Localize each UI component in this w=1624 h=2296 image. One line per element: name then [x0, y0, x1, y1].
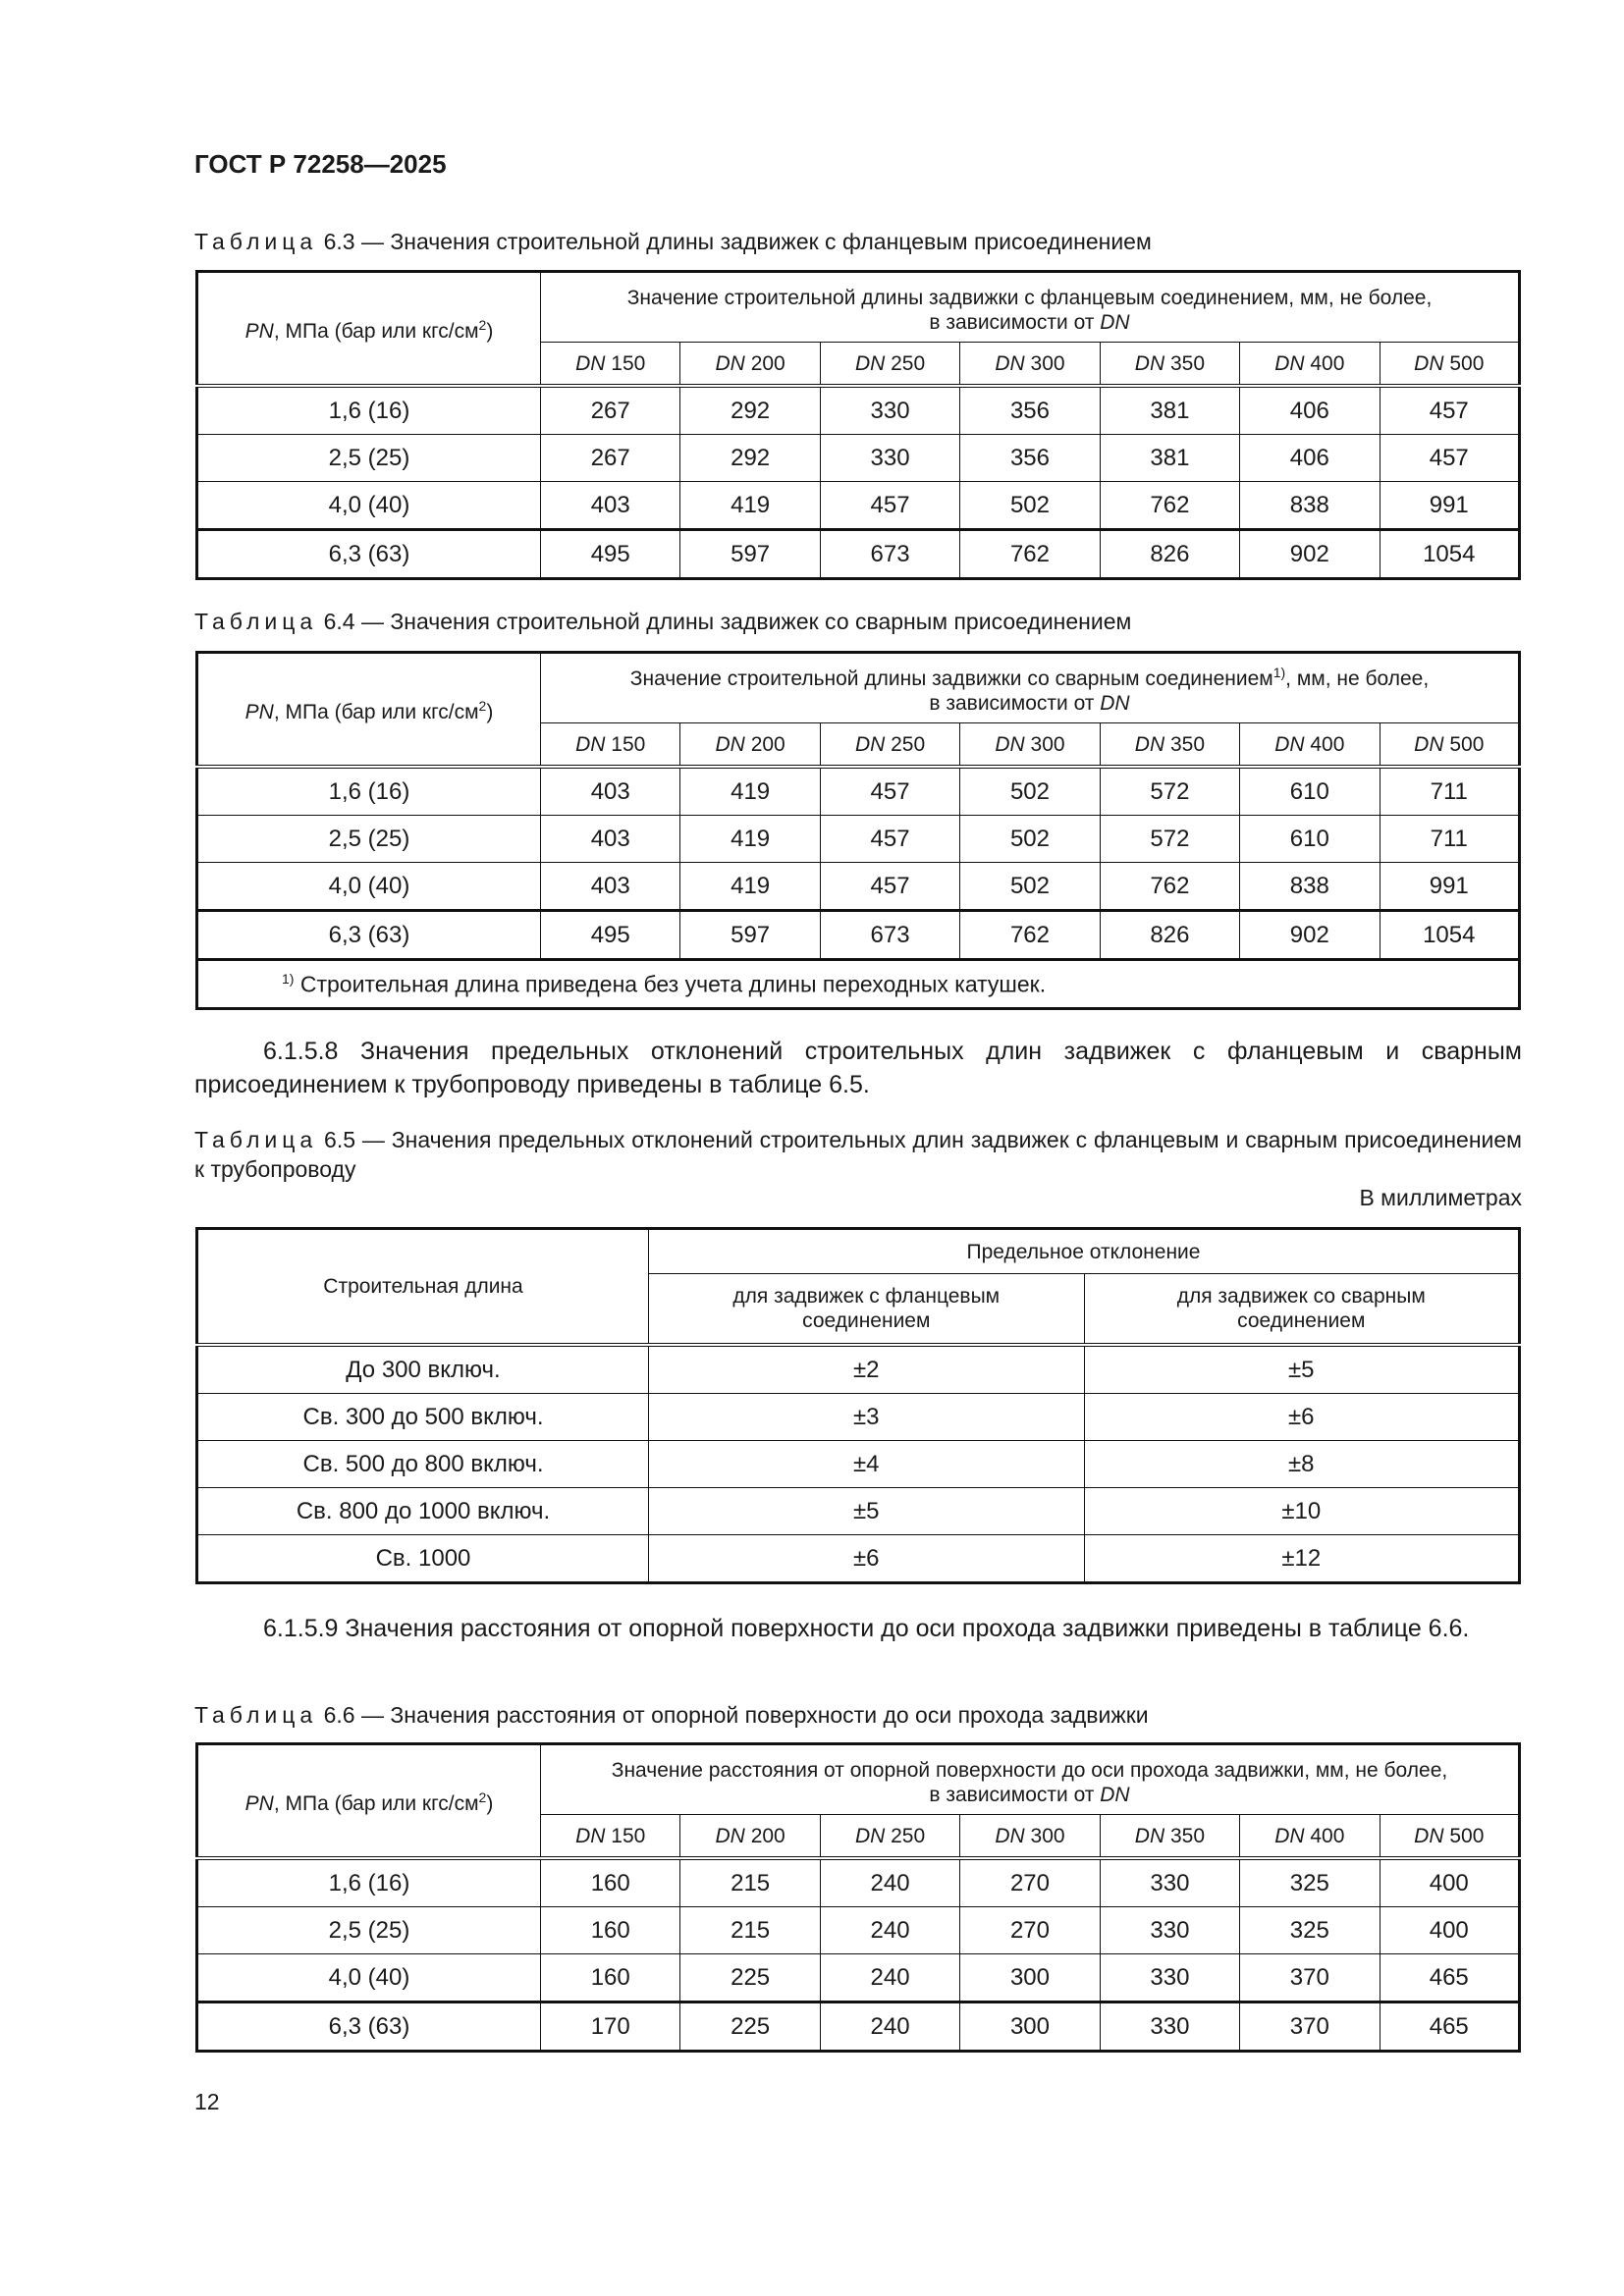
table-cell: 457: [1380, 386, 1519, 435]
page-number: 12: [194, 2089, 220, 2114]
table-cell: 270: [960, 1907, 1100, 1954]
caption-title: Значения расстояния от опорной поверхности до оси прохода задвижки: [390, 1702, 1149, 1728]
table-cell: 457: [820, 767, 959, 816]
table-cell: 457: [820, 863, 959, 911]
table-6-3: [195, 270, 1521, 580]
units-note: В миллиметрах: [1359, 1185, 1522, 1210]
caption-number: 6.4 —: [317, 609, 391, 634]
table-cell: 292: [680, 435, 820, 482]
col-header-pn: PN, МПа (бар или кгс/$см^2$): [197, 1744, 541, 1859]
paragraph-6-1-5-9: 6.1.5.9 Значения расстояния от опорной поверхности до оси прохода задвижки приведены в таблице 6.6.: [263, 1615, 1470, 1642]
row-header-pn: 4,0 (40): [197, 1954, 541, 2002]
table-cell: 465: [1380, 2002, 1519, 2052]
table-cell: 267: [541, 386, 680, 435]
table-cell: 240: [820, 1907, 959, 1954]
table-cell: 991: [1380, 482, 1519, 530]
table-row: [197, 1394, 1520, 1441]
table-row: [197, 1441, 1520, 1488]
col-header-dn: DN 250: [820, 343, 959, 387]
col-header-pn: PN, МПа (бар или кгс/$см^2$): [197, 272, 541, 387]
table-cell: 381: [1100, 386, 1239, 435]
caption-number: 6.6 —: [317, 1702, 391, 1728]
col-header-dn: DN 500: [1380, 343, 1519, 387]
table-cell: ±8: [1084, 1441, 1520, 1488]
table-cell: 610: [1240, 816, 1380, 863]
col-header-dn: DN 200: [680, 723, 820, 768]
table-cell: 991: [1380, 863, 1519, 911]
table-cell: 419: [680, 816, 820, 863]
table-row: [197, 1954, 1520, 2002]
col-header-weld: для задвижек со сварным соединением: [1084, 1274, 1520, 1346]
table-cell: 762: [960, 530, 1100, 579]
row-header-pn: 6,3 (63): [197, 530, 541, 579]
col-header-dn: DN 300: [960, 343, 1100, 387]
table-cell: ±10: [1084, 1488, 1520, 1535]
table-cell: 330: [1100, 1858, 1239, 1907]
table-row: [197, 1535, 1520, 1583]
table-cell: ±5: [649, 1488, 1085, 1535]
table-cell: 502: [960, 816, 1100, 863]
table-cell: 838: [1240, 863, 1380, 911]
row-header-pn: 2,5 (25): [197, 1907, 541, 1954]
caption-label: Таблица: [194, 229, 318, 254]
table-row: [197, 863, 1520, 911]
table-cell: 356: [960, 386, 1100, 435]
table-cell: 160: [541, 1858, 680, 1907]
col-header-dn: DN 400: [1240, 343, 1380, 387]
table-cell: 215: [680, 1907, 820, 1954]
table-row: [197, 2002, 1520, 2052]
table-cell: 1054: [1380, 530, 1519, 579]
table-cell: 170: [541, 2002, 680, 2052]
table-cell: 1054: [1380, 911, 1519, 960]
caption-number: 6.5 —: [317, 1127, 392, 1152]
table-cell: 673: [820, 911, 959, 960]
table-cell: 502: [960, 863, 1100, 911]
table-cell: 826: [1100, 530, 1239, 579]
table-cell: 292: [680, 386, 820, 435]
table-cell: Св. 1000: [197, 1535, 649, 1583]
table-6-4: [195, 651, 1521, 1010]
document-id: ГОСТ Р 72258—2025: [194, 149, 447, 179]
col-header-group: Значение расстояния от опорной поверхности до оси прохода задвижки, мм, не более, в зависимости от DN: [541, 1744, 1520, 1815]
table-6-5-caption: [194, 1125, 1522, 1184]
table-footnote: $^{1)}$ Строительная длина приведена без учета длины переходных катушек.: [197, 960, 1520, 1009]
table-row: [197, 386, 1520, 435]
col-header-flange: для задвижек с фланцевым соединением: [649, 1274, 1085, 1346]
table-cell: 300: [960, 1954, 1100, 2002]
table-cell: 502: [960, 482, 1100, 530]
col-header-pn: PN, МПа (бар или кгс/$см^2$): [197, 653, 541, 768]
caption-title: Значения предельных отклонений строительных длин задвижек с фланцевым и сварным присоединением к трубопроводу: [194, 1127, 1522, 1182]
table-cell: 502: [960, 767, 1100, 816]
row-header-pn: 1,6 (16): [197, 1858, 541, 1907]
table-cell: 495: [541, 530, 680, 579]
table-cell: 225: [680, 2002, 820, 2052]
table-row: [197, 1907, 1520, 1954]
paragraph-6-1-5-8: 6.1.5.8 Значения предельных отклонений строительных длин задвижек с фланцевым и сварным присоединением к трубопроводу приведены в таблице 6.5.: [194, 1038, 1522, 1098]
table-row: [197, 767, 1520, 816]
caption-label: Таблица: [194, 1127, 318, 1152]
table-cell: 762: [1100, 863, 1239, 911]
table-row: [197, 1858, 1520, 1907]
table-cell: 457: [1380, 435, 1519, 482]
table-cell: 240: [820, 2002, 959, 2052]
col-header-dn: DN 500: [1380, 1815, 1519, 1859]
col-header-dn: DN 250: [820, 723, 959, 768]
row-header-pn: 4,0 (40): [197, 482, 541, 530]
table-cell: 267: [541, 435, 680, 482]
table-cell: 457: [820, 482, 959, 530]
col-header-dn: DN 300: [960, 723, 1100, 768]
table-cell: 457: [820, 816, 959, 863]
table-cell: 356: [960, 435, 1100, 482]
table-cell: 711: [1380, 767, 1519, 816]
table-cell: 403: [541, 863, 680, 911]
table-cell: 370: [1240, 2002, 1380, 2052]
table-cell: 370: [1240, 1954, 1380, 2002]
col-header-dn: DN 200: [680, 1815, 820, 1859]
table-cell: 597: [680, 530, 820, 579]
table-cell: 762: [960, 911, 1100, 960]
table-cell: 673: [820, 530, 959, 579]
table-cell: Св. 800 до 1000 включ.: [197, 1488, 649, 1535]
table-cell: 381: [1100, 435, 1239, 482]
col-header-deviation: Предельное отклонение: [649, 1229, 1520, 1274]
col-header-dn: DN 400: [1240, 1815, 1380, 1859]
col-header-dn: DN 350: [1100, 1815, 1239, 1859]
col-header-group: Значение строительной длины задвижки со сварным соединением$^{1)}$, мм, не более, в зависимости от DN: [541, 653, 1520, 723]
col-header-dn: DN 300: [960, 1815, 1100, 1859]
table-row: [197, 482, 1520, 530]
table-cell: ±6: [1084, 1394, 1520, 1441]
table-cell: 419: [680, 767, 820, 816]
table-cell: 403: [541, 816, 680, 863]
table-cell: 826: [1100, 911, 1239, 960]
table-row: [197, 435, 1520, 482]
table-cell: ±12: [1084, 1535, 1520, 1583]
table-6-5: [195, 1227, 1521, 1584]
caption-title: Значения строительной длины задвижек со сварным присоединением: [390, 609, 1132, 634]
table-cell: 215: [680, 1858, 820, 1907]
table-6-3-caption: [194, 227, 1522, 256]
col-header-dn: DN 500: [1380, 723, 1519, 768]
table-6-6-caption: [194, 1700, 1522, 1730]
table-cell: 711: [1380, 816, 1519, 863]
row-header-pn: 2,5 (25): [197, 816, 541, 863]
table-cell: 403: [541, 482, 680, 530]
table-cell: 325: [1240, 1858, 1380, 1907]
table-cell: 902: [1240, 911, 1380, 960]
table-cell: 240: [820, 1858, 959, 1907]
table-6-6: [195, 1742, 1521, 2053]
table-row: [197, 530, 1520, 579]
table-cell: 610: [1240, 767, 1380, 816]
col-header-length: Строительная длина: [197, 1229, 649, 1346]
table-cell: 330: [820, 386, 959, 435]
caption-label: Таблица: [194, 1702, 318, 1728]
table-cell: 330: [1100, 2002, 1239, 2052]
col-header-dn: DN 400: [1240, 723, 1380, 768]
table-cell: 762: [1100, 482, 1239, 530]
caption-number: 6.3 —: [317, 229, 391, 254]
table-cell: 330: [1100, 1954, 1239, 2002]
row-header-pn: 1,6 (16): [197, 767, 541, 816]
col-header-dn: DN 250: [820, 1815, 959, 1859]
row-header-pn: 4,0 (40): [197, 863, 541, 911]
table-cell: 325: [1240, 1907, 1380, 1954]
row-header-pn: 1,6 (16): [197, 386, 541, 435]
table-cell: 300: [960, 2002, 1100, 2052]
caption-title: Значения строительной длины задвижек с фланцевым присоединением: [390, 229, 1152, 254]
table-cell: 419: [680, 863, 820, 911]
table-cell: 902: [1240, 530, 1380, 579]
table-cell: 330: [820, 435, 959, 482]
table-cell: ±4: [649, 1441, 1085, 1488]
table-row: [197, 1488, 1520, 1535]
row-header-pn: 6,3 (63): [197, 2002, 541, 2052]
table-cell: 160: [541, 1907, 680, 1954]
table-cell: 330: [1100, 1907, 1239, 1954]
table-cell: ±5: [1084, 1345, 1520, 1394]
table-row: [197, 816, 1520, 863]
table-cell: 240: [820, 1954, 959, 2002]
table-row: [197, 911, 1520, 960]
col-header-dn: DN 200: [680, 343, 820, 387]
table-cell: 419: [680, 482, 820, 530]
table-cell: 597: [680, 911, 820, 960]
table-cell: 225: [680, 1954, 820, 2002]
col-header-dn: DN 350: [1100, 723, 1239, 768]
table-cell: 406: [1240, 386, 1380, 435]
table-cell: 400: [1380, 1858, 1519, 1907]
table-cell: 406: [1240, 435, 1380, 482]
col-header-dn: DN 350: [1100, 343, 1239, 387]
table-cell: 270: [960, 1858, 1100, 1907]
table-cell: 403: [541, 767, 680, 816]
table-cell: ±3: [649, 1394, 1085, 1441]
table-cell: До 300 включ.: [197, 1345, 649, 1394]
table-6-4-caption: [194, 607, 1522, 636]
table-cell: 495: [541, 911, 680, 960]
table-cell: ±2: [649, 1345, 1085, 1394]
col-header-dn: DN 150: [541, 343, 680, 387]
row-header-pn: 6,3 (63): [197, 911, 541, 960]
table-cell: ±6: [649, 1535, 1085, 1583]
table-cell: 465: [1380, 1954, 1519, 2002]
table-cell: 838: [1240, 482, 1380, 530]
table-row: [197, 1345, 1520, 1394]
row-header-pn: 2,5 (25): [197, 435, 541, 482]
table-cell: Св. 300 до 500 включ.: [197, 1394, 649, 1441]
caption-label: Таблица: [194, 609, 318, 634]
col-header-group: Значение строительной длины задвижки с фланцевым соединением, мм, не более, в зависимости от DN: [541, 272, 1520, 343]
table-cell: 160: [541, 1954, 680, 2002]
table-cell: 572: [1100, 816, 1239, 863]
col-header-dn: DN 150: [541, 723, 680, 768]
table-cell: 572: [1100, 767, 1239, 816]
col-header-dn: DN 150: [541, 1815, 680, 1859]
table-cell: 400: [1380, 1907, 1519, 1954]
table-cell: Св. 500 до 800 включ.: [197, 1441, 649, 1488]
